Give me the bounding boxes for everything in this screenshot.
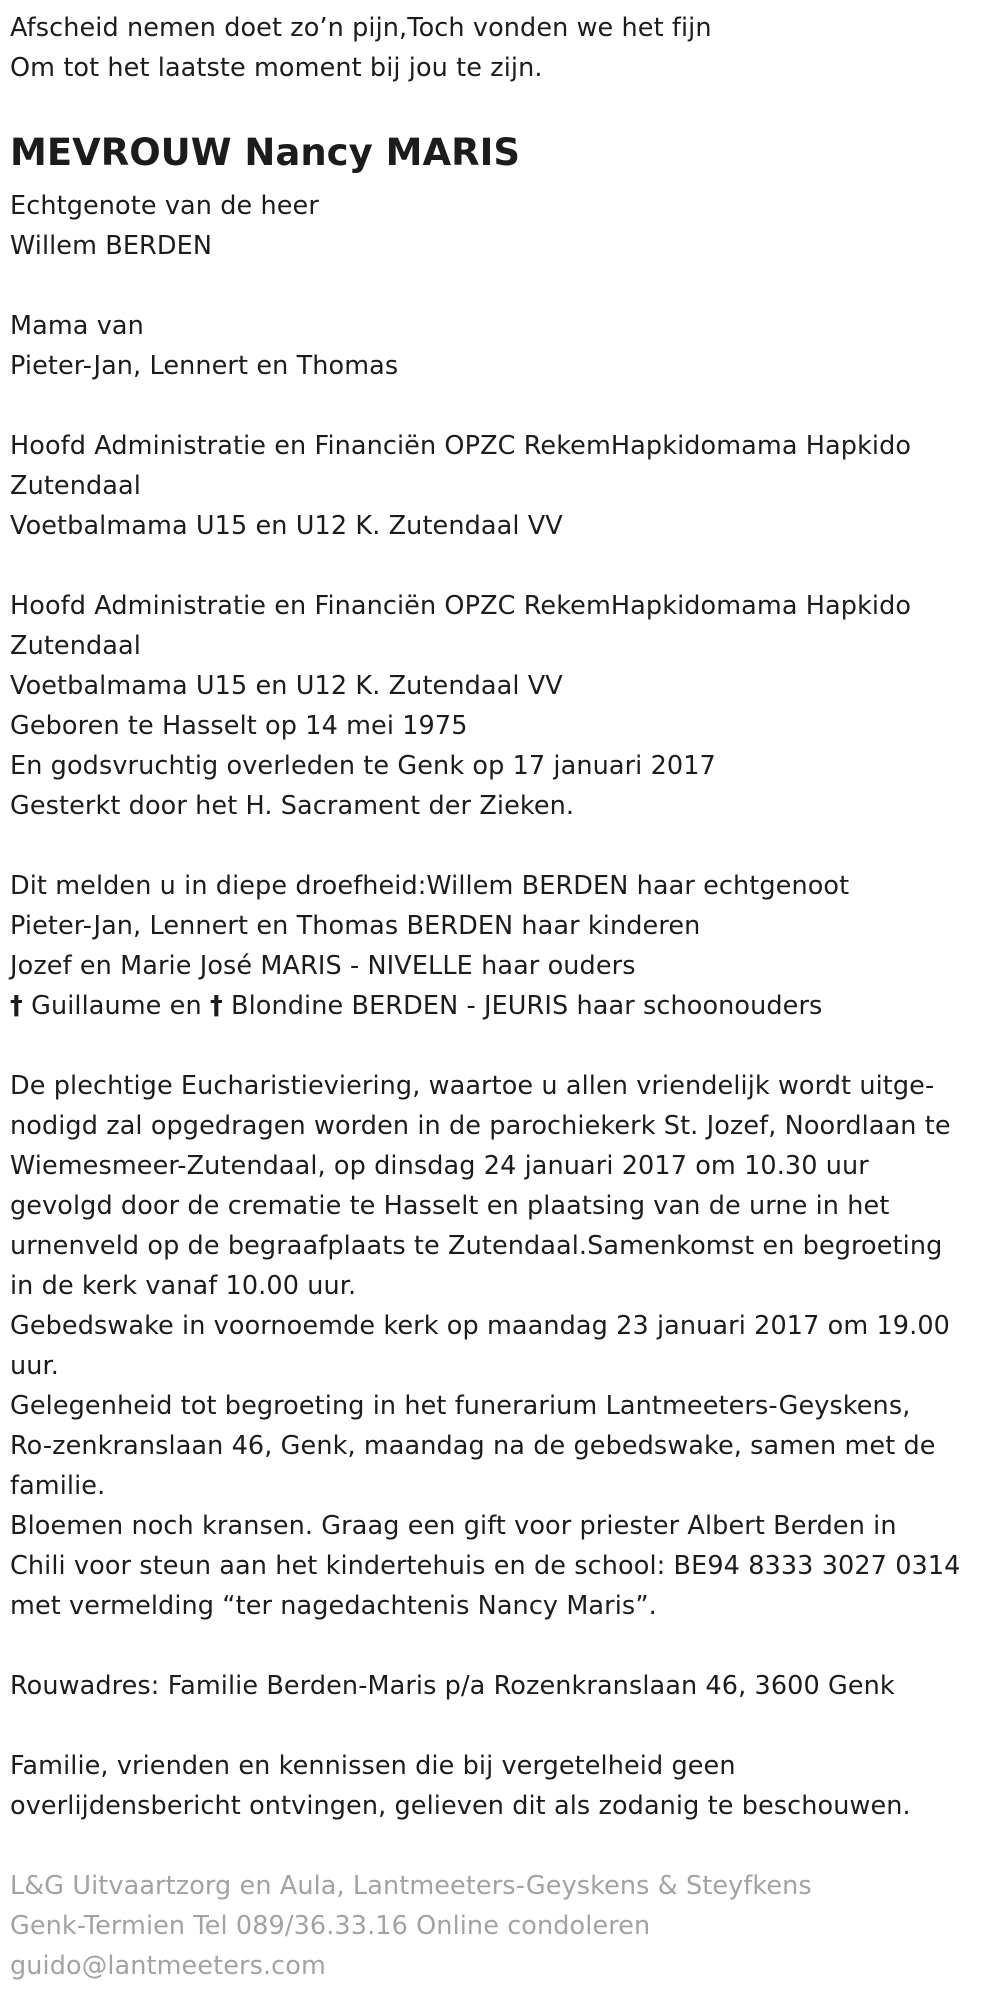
- spouse-block: [10, 186, 990, 266]
- children-line: Mama van: [10, 311, 144, 341]
- notice-line: overlijdensbericht ontvingen, gelieven dit als zodanig te beschouwen.: [10, 1791, 911, 1821]
- birth-line: Geboren te Hasselt op 14 mei 1975: [10, 711, 468, 741]
- ceremony-block: [10, 1066, 990, 1626]
- verse-line: Om tot het laatste moment bij jou te zijn.: [10, 53, 543, 83]
- cross-icon: †: [209, 991, 223, 1021]
- ceremony-line: nodigd zal opgedragen worden in de parochiekerk St. Jozef, Noordlaan te: [10, 1111, 951, 1141]
- roles-block-1: [10, 426, 990, 546]
- donation-line: met vermelding “ter nagedachtenis Nancy Maris”.: [10, 1591, 657, 1621]
- announcement-line: Jozef en Marie José MARIS - NIVELLE haar ouders: [10, 951, 636, 981]
- children-block: [10, 306, 990, 386]
- role-line: Hoofd Administratie en Financiën OPZC RekemHapkidomama Hapkido: [10, 591, 912, 621]
- notice-block: [10, 1746, 990, 1826]
- children-line: Pieter-Jan, Lennert en Thomas: [10, 351, 399, 381]
- announcement-line: Dit melden u in diepe droefheid:Willem BERDEN haar echtgenoot: [10, 871, 850, 901]
- announcement-line: Pieter-Jan, Lennert en Thomas BERDEN haar kinderen: [10, 911, 701, 941]
- visitation-line: Ro-zenkranslaan 46, Genk, maandag na de gebedswake, samen met de: [10, 1431, 936, 1461]
- funeral-home-footer: [10, 1866, 990, 1986]
- donation-line: Chili voor steun aan het kindertehuis en de school: BE94 8333 3027 0314: [10, 1551, 961, 1581]
- verse: [10, 8, 990, 88]
- verse-line: Afscheid nemen doet zo’n pijn,Toch vonden we het fijn: [10, 13, 712, 43]
- role-line: Zutendaal: [10, 631, 141, 661]
- visitation-line: Gelegenheid tot begroeting in het funerarium Lantmeeters-Geyskens,: [10, 1391, 911, 1421]
- in-laws-second: Blondine BERDEN - JEURIS haar schoonouders: [231, 991, 823, 1021]
- role-line: Voetbalmama U15 en U12 K. Zutendaal VV: [10, 671, 563, 701]
- in-laws-line: [10, 986, 990, 1026]
- announcement-block: [10, 866, 990, 1026]
- visitation-line: familie.: [10, 1471, 106, 1501]
- role-line: Hoofd Administratie en Financiën OPZC RekemHapkidomama Hapkido: [10, 431, 912, 461]
- ceremony-line: De plechtige Eucharistieviering, waartoe u allen vriendelijk wordt uitge-: [10, 1071, 935, 1101]
- cross-icon: †: [10, 991, 23, 1021]
- role-line: Voetbalmama U15 en U12 K. Zutendaal VV: [10, 511, 563, 541]
- address-block: [10, 1666, 990, 1706]
- in-laws-first: Guillaume en: [31, 991, 202, 1021]
- sacrament-line: Gesterkt door het H. Sacrament der Zieken.: [10, 791, 575, 821]
- funeral-home-contact[interactable]: Genk-Termien Tel 089/36.33.16 Online condoleren: [10, 1911, 651, 1941]
- death-line: En godsvruchtig overleden te Genk op 17 januari 2017: [10, 751, 716, 781]
- wake-line: uur.: [10, 1351, 59, 1381]
- spouse-line: Echtgenote van de heer: [10, 191, 319, 221]
- wake-line: Gebedswake in voornoemde kerk op maandag 23 januari 2017 om 19.00: [10, 1311, 950, 1341]
- role-line: Zutendaal: [10, 471, 141, 501]
- ceremony-line: Wiemesmeer-Zutendaal, op dinsdag 24 januari 2017 om 10.30 uur: [10, 1151, 869, 1181]
- spouse-line: Willem BERDEN: [10, 231, 212, 261]
- roles-block-2: [10, 586, 990, 826]
- donation-line: Bloemen noch kransen. Graag een gift voor priester Albert Berden in: [10, 1511, 897, 1541]
- ceremony-line: in de kerk vanaf 10.00 uur.: [10, 1271, 357, 1301]
- ceremony-line: urnenveld op de begraafplaats te Zutendaal.Samenkomst en begroeting: [10, 1231, 943, 1261]
- funeral-home-name: L&G Uitvaartzorg en Aula, Lantmeeters-Geyskens & Steyfkens: [10, 1871, 812, 1901]
- ceremony-line: gevolgd door de crematie te Hasselt en plaatsing van de urne in het: [10, 1191, 890, 1221]
- deceased-name: MEVROUW Nancy MARIS: [10, 131, 520, 174]
- notice-line: Familie, vrienden en kennissen die bij vergetelheid geen: [10, 1751, 736, 1781]
- funeral-home-email[interactable]: guido@lantmeeters.com: [10, 1951, 326, 1981]
- mourning-address: Rouwadres: Familie Berden-Maris p/a Rozenkranslaan 46, 3600 Genk: [10, 1671, 895, 1701]
